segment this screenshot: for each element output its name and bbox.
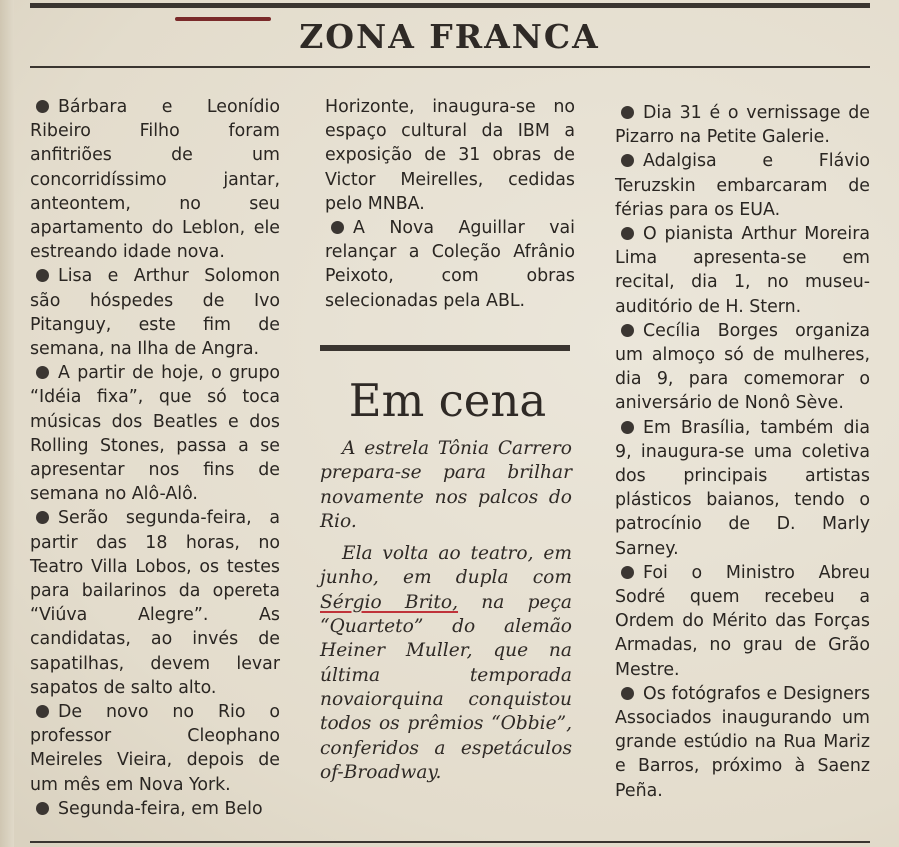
section-lead: A estrela Tônia Carrero prepara-se para brilhar novamente nos palcos do Rio. [320,438,572,532]
bullet-icon [621,154,634,167]
news-item: Dia 31 é o vernissage de Pizarro na Petite Galerie. [615,103,870,148]
bottom-rule [30,841,870,843]
news-item-continued: Horizonte, inaugura-se no espaço cultural da IBM a exposição de 31 obras de Victor Meirelles, cedidas pelo MNBA. [325,97,575,214]
paper-edge [0,0,14,847]
bullet-icon [621,687,634,700]
news-item: Foi o Ministro Abreu Sodré quem recebeu a Ordem do Mérito das Forças Armadas, no grau de Grão Mestre. [615,562,870,680]
column-left [30,95,280,821]
bullet-icon [621,227,634,240]
news-item: Bárbara e Leonídio Ribeiro Filho foram anfitriões de um concorridíssimo jantar, anteontem, no seu apartamento do Leblon, ele estreando idade nova. [30,97,280,263]
news-item: A partir de hoje, o grupo “Idéia fixa”, que só toca músicas dos Beatles e dos Rolling Stones, passa a se apresentar nos fins de semana no Alô-Alô. [30,363,280,505]
news-item: Segunda-feira, em Belo [30,797,280,821]
bullet-icon [331,221,344,234]
top-rule [30,3,870,8]
section-body [320,437,572,793]
bullet-icon [621,566,634,579]
news-item: De novo no Rio o professor Cleophano Meireles Vieira, depois de um mês em Nova York. [30,702,280,795]
news-item: A Nova Aguillar vai relançar a Coleção Afrânio Peixoto, com obras selecionadas pela ABL. [325,218,575,311]
bullet-icon [36,802,49,815]
section-title: Em cena [348,374,547,427]
news-item: Lisa e Arthur Solomon são hóspedes de Ivo Pitanguy, este fim de semana, na Ilha de Angra. [30,266,280,360]
bullet-icon [36,705,49,718]
bullet-icon [36,100,49,113]
column-middle [325,95,575,313]
news-item: Em Brasília, também dia 9, inaugura-se uma coletiva dos principais artistas plásticos baianos, tendo o patrocínio de D. Marly Sarney. [615,417,870,559]
news-item: Os fotógrafos e Designers Associados inaugurando um grande estúdio na Rua Mariz e Barros, próximo à Saenz Peña. [615,683,870,801]
news-item: O pianista Arthur Moreira Lima apresenta-se em recital, dia 1, no museu-auditório de H. Stern. [615,224,870,317]
section-rule [320,345,570,351]
bullet-icon [36,511,49,524]
section-paragraph: Ela volta ao teatro, em junho, em dupla com Sérgio Brito, na peça “Quarteto” do alemão Heiner Muller, que na última temporada novaiorquina conquistou todos os prêmios “Obbie”, conferidos a espetáculos of-Broadway. [320,543,572,783]
bullet-icon [621,106,634,119]
bullet-icon [621,324,634,337]
bullet-icon [621,421,634,434]
bullet-icon [36,366,49,379]
news-item: Cecília Borges organiza um almoço só de mulheres, dia 9, para comemorar o aniversário de Nonô Sève. [615,320,870,414]
news-item: Adalgisa e Flávio Teruzskin embarcaram de férias para os EUA. [615,151,870,220]
bullet-icon [36,269,49,282]
column-title: ZONA FRANCA [299,17,600,56]
underlined-name: Sérgio Brito, [320,591,459,613]
header-rule [30,66,870,68]
column-right [615,101,870,803]
news-item: Serão segunda-feira, a partir das 18 horas, no Teatro Villa Lobos, os testes para bailarinos da opereta “Viúva Alegre”. As candidatas, ao invés de sapatilhas, devem levar sapatos de salto alto. [30,508,280,698]
